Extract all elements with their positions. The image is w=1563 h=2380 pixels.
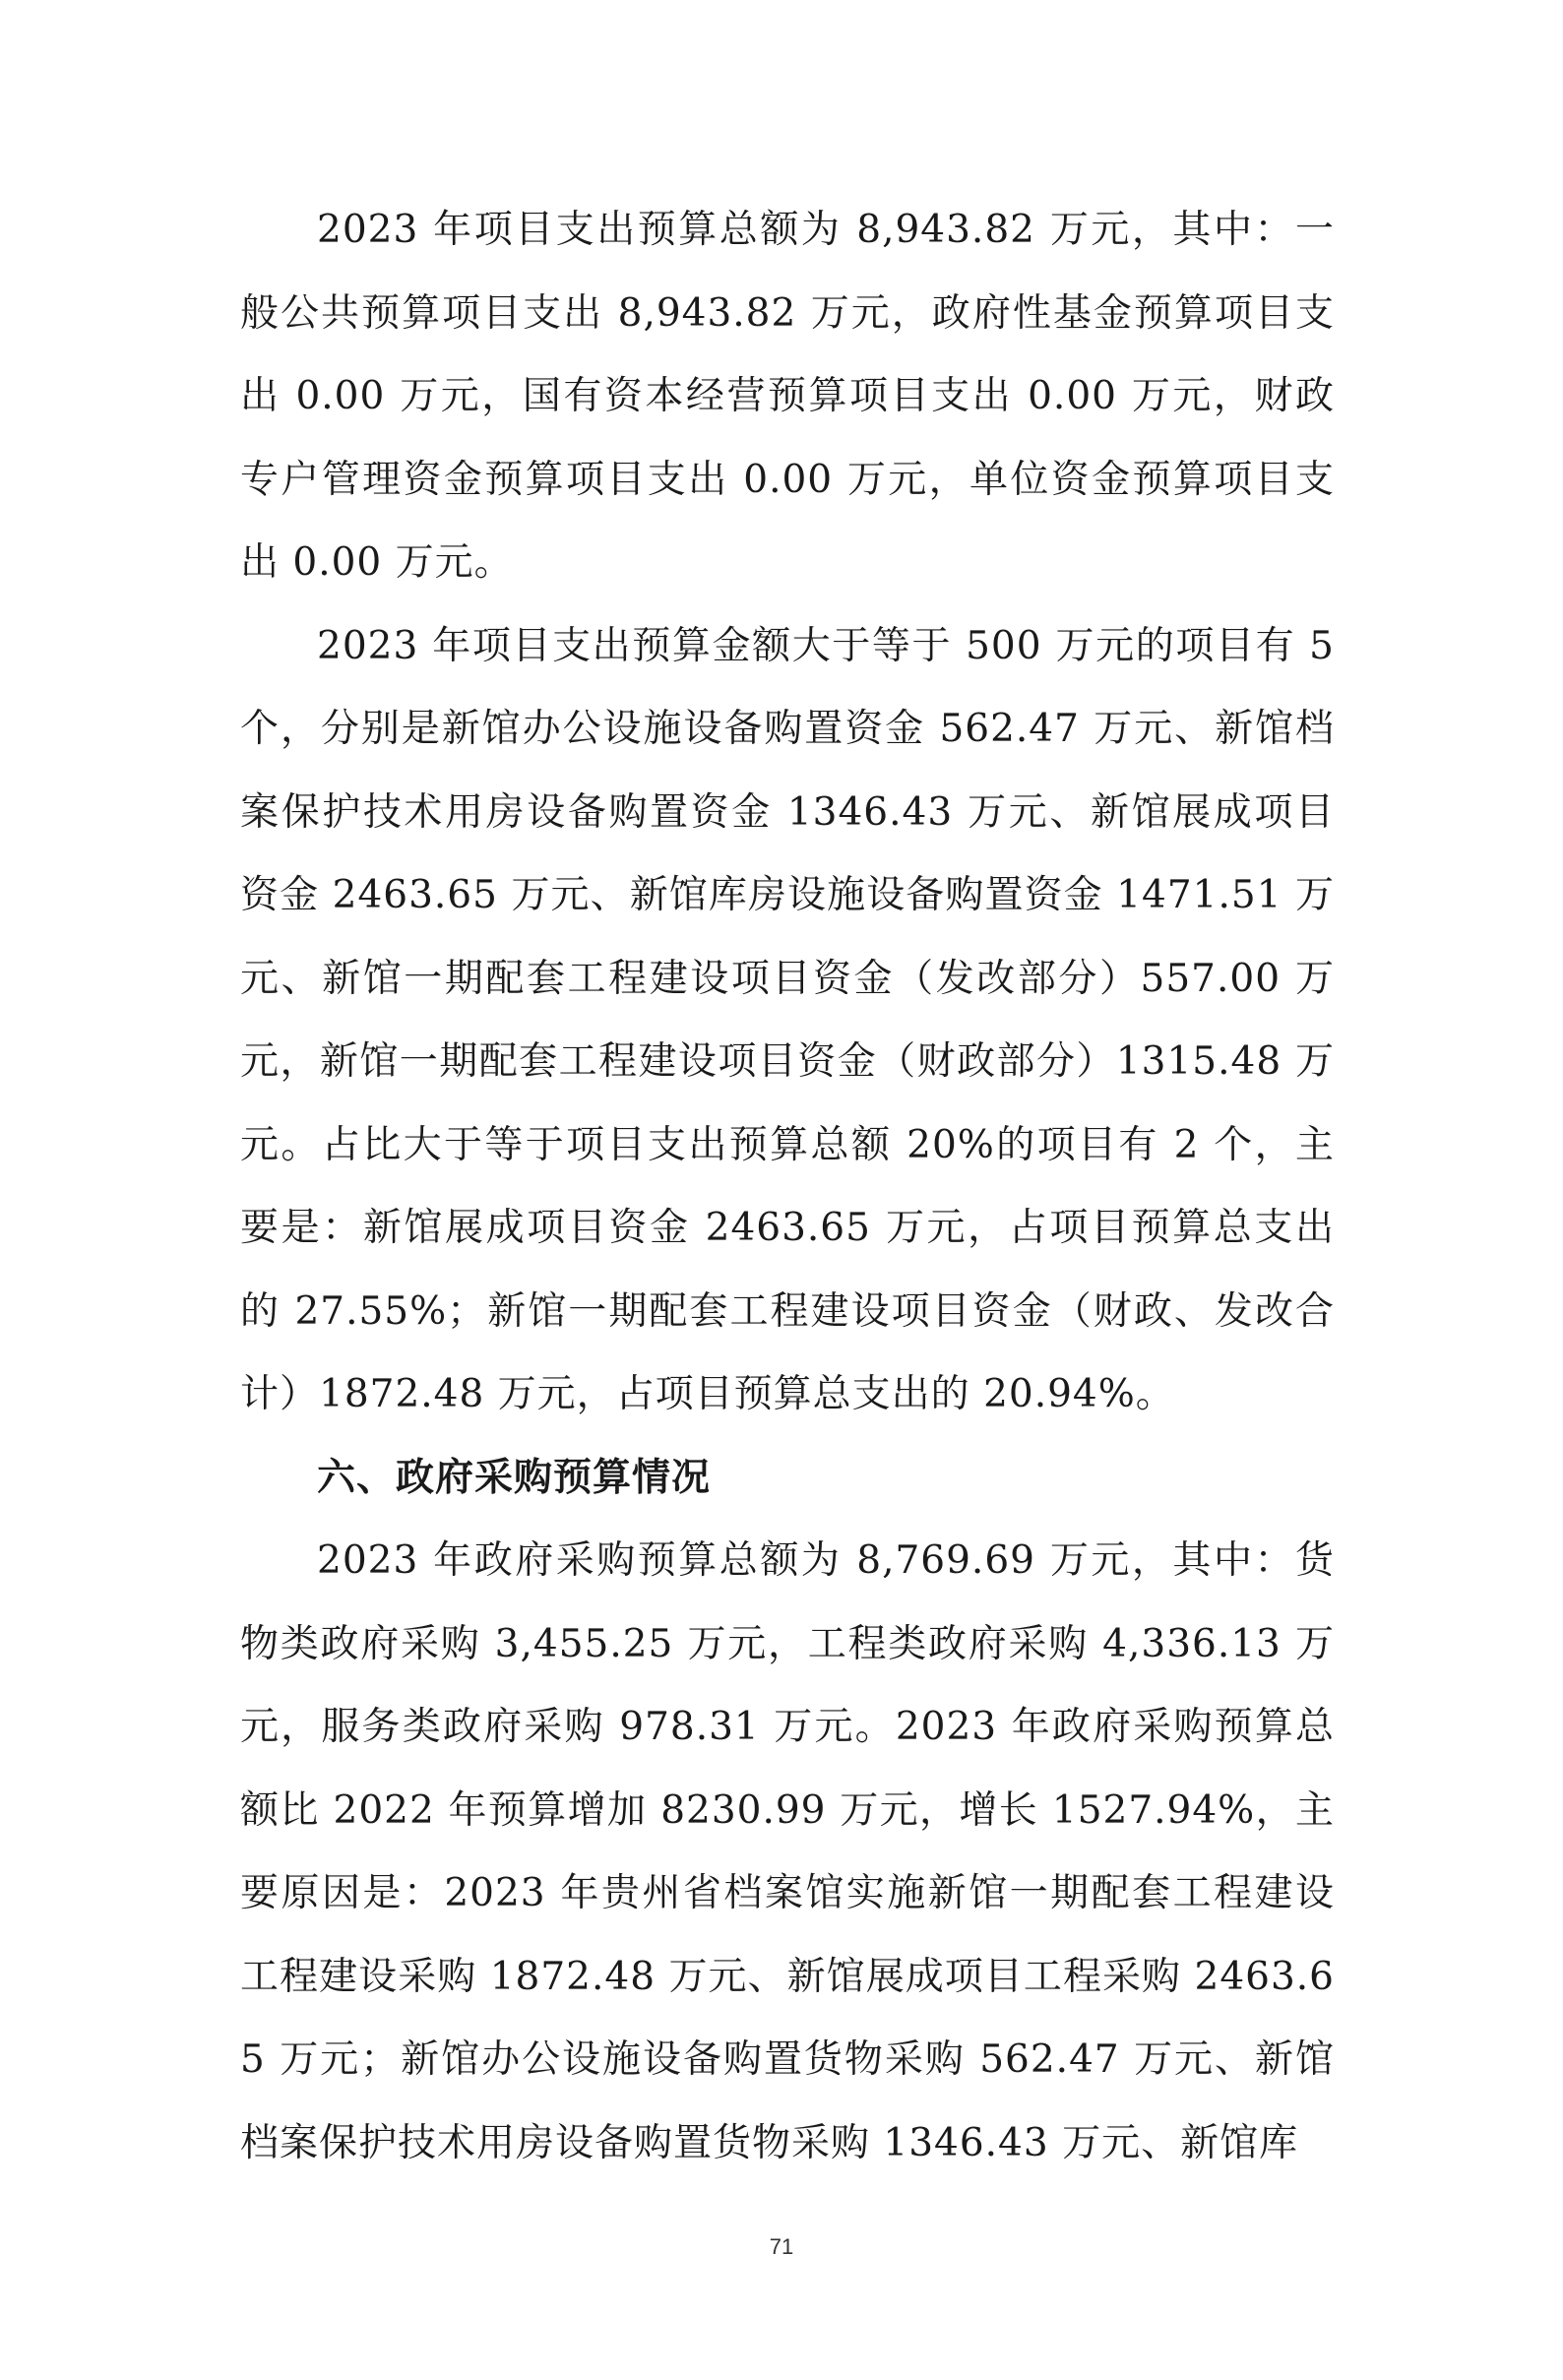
section-heading-procurement: 六、政府采购预算情况 [317,1455,712,1500]
paragraph-project-budget-total: 2023 年项目支出预算总额为 8,943.82 万元，其中：一般公共预算项目支出 8,943.82 万元，政府性基金预算项目支出 0.00 万元，国有资本经营预算项目支出 0.00 万元，财政专户管理资金预算项目支出 0.00 万元，单位资金预算项目支出 0.00 万元。 [240,208,1335,585]
paragraph-major-projects: 2023 年项目支出预算金额大于等于 500 万元的项目有 5 个，分别是新馆办公设施设备购置资金 562.47 万元、新馆档案保护技术用房设备购置资金 1346.43 万元、新馆展成项目资金 2463.65 万元、新馆库房设施设备购置资金 1471.51 万元、新馆一期配套工程建设项目资金（发改部分）557.00 万元，新馆一期配套工程建设项目资金（财政部分）1315.48 万元。占比大于等于项目支出预算总额 20%的项目有 2 个，主要是：新馆展成项目资金 2463.65 万元，占项目预算总支出的 27.55%；新馆一期配套工程建设项目资金（财政、发改合计）1872.48 万元，占项目预算总支出的 20.94%。 [240,623,1335,1416]
page-number: 71 [769,2234,794,2259]
page-body [240,189,1335,2185]
paragraph-procurement-budget: 2023 年政府采购预算总额为 8,769.69 万元，其中：货物类政府采购 3,455.25 万元，工程类政府采购 4,336.13 万元，服务类政府采购 978.31 万元。2023 年政府采购预算总额比 2022 年预算增加 8230.99 万元，增长 1527.94%，主要原因是：2023 年贵州省档案馆实施新馆一期配套工程建设工程建设采购 1872.48 万元、新馆展成项目工程采购 2463.65 万元；新馆办公设施设备购置货物采购 562.47 万元、新馆档案保护技术用房设备购置货物采购 1346.43 万元、新馆库 [240,1538,1335,2165]
